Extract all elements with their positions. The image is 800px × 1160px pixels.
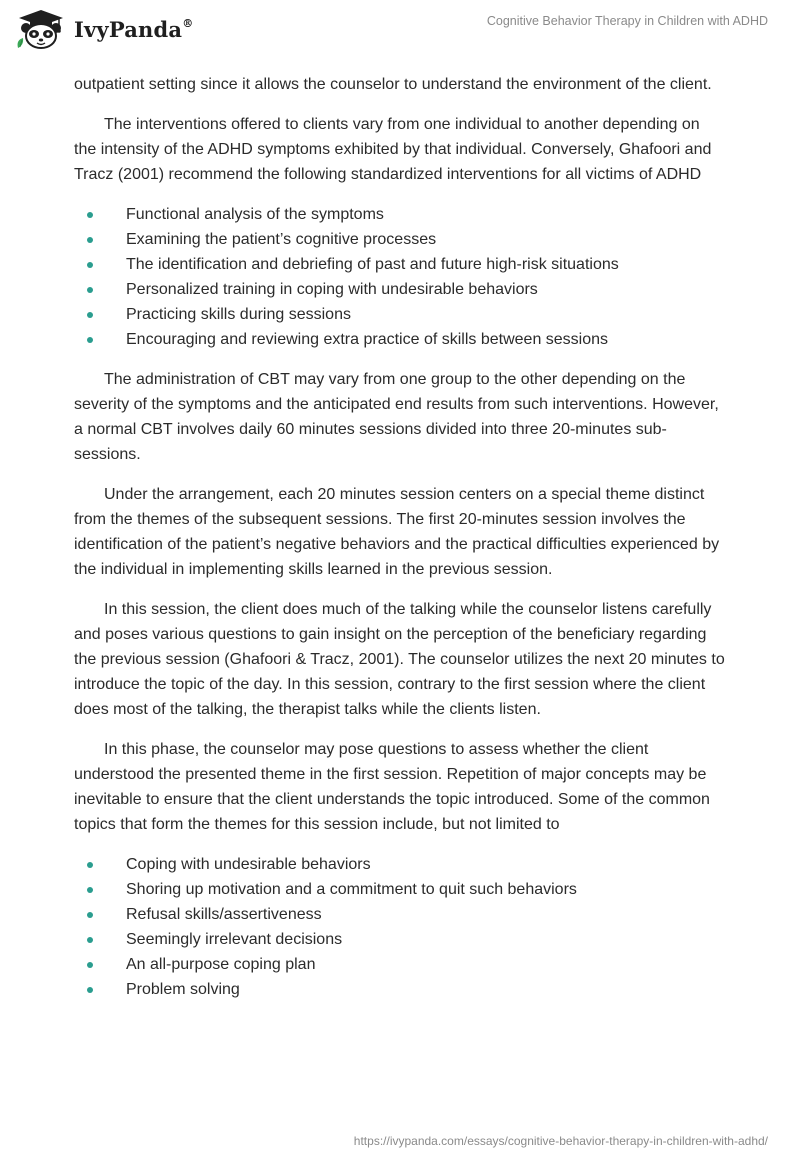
bullet-icon <box>87 987 93 993</box>
paragraph: In this phase, the counselor may pose questions to assess whether the client understood the presented theme in the first session. Repetition of major concepts may be inevitable to ensure that the client understands the topic introduced. Some of the common topics that form the themes for this session include, but not limited to <box>74 741 710 833</box>
paragraph: Under the arrangement, each 20 minutes session centers on a special theme distinct from the themes of the subsequent sessions. The first 20-minutes session involves the identification of the patient’s negative behaviors and the practical difficulties experienced by the individual in implementing skills learned in the previous session. <box>74 486 720 578</box>
list-item: Coping with undesirable behaviors <box>74 852 726 877</box>
bullet-icon <box>87 337 93 343</box>
list-item: Practicing skills during sessions <box>74 302 726 327</box>
panda-graduate-icon <box>14 8 68 50</box>
list-item: The identification and debriefing of past and future high-risk situations <box>74 252 726 277</box>
bullet-icon <box>87 287 93 293</box>
page-header <box>0 0 800 70</box>
paragraph: The interventions offered to clients vary from one individual to another depending on the intensity of the ADHD symptoms exhibited by that individual. Conversely, Ghafoori and Tracz (2001) recommend the following standardized interventions for all victims of ADHD <box>74 116 712 183</box>
bullet-icon <box>87 937 93 943</box>
bullet-icon <box>87 312 93 318</box>
list-item: Encouraging and reviewing extra practice of skills between sessions <box>74 327 726 352</box>
bullet-icon <box>87 912 93 918</box>
bullet-icon <box>87 962 93 968</box>
interventions-list <box>74 202 726 352</box>
paragraph: In this session, the client does much of the talking while the counselor listens carefully and poses various questions to gain insight on the perception of the beneficiary regarding the previous session (Ghafoori & Tracz, 2001). The counselor utilizes the next 20 minutes to introduce the topic of the day. In this session, contrary to the first session where the client does most of the talking, the therapist talks while the clients listen. <box>74 601 725 718</box>
list-item: Functional analysis of the symptoms <box>74 202 726 227</box>
list-item: Seemingly irrelevant decisions <box>74 927 726 952</box>
bullet-icon <box>87 262 93 268</box>
list-item: Personalized training in coping with undesirable behaviors <box>74 277 726 302</box>
list-item: Examining the patient’s cognitive processes <box>74 227 726 252</box>
source-url[interactable]: https://ivypanda.com/essays/cognitive-behavior-therapy-in-children-with-adhd/ <box>353 1134 768 1148</box>
list-item: Shoring up motivation and a commitment to quit such behaviors <box>74 877 726 902</box>
session-topics-list <box>74 852 726 1002</box>
list-item: An all-purpose coping plan <box>74 952 726 977</box>
bullet-icon <box>87 212 93 218</box>
list-item: Problem solving <box>74 977 726 1002</box>
paragraph: The administration of CBT may vary from one group to the other depending on the severity of the symptoms and the anticipated end results from such interventions. However, a normal CBT involves daily 60 minutes sessions divided into three 20-minutes sub-sessions. <box>74 371 719 463</box>
document-title: Cognitive Behavior Therapy in Children with ADHD <box>486 14 768 28</box>
paragraph: outpatient setting since it allows the counselor to understand the environment of the client. <box>74 76 712 93</box>
list-item: Refusal skills/assertiveness <box>74 902 726 927</box>
bullet-icon <box>87 862 93 868</box>
bullet-icon <box>87 237 93 243</box>
bullet-icon <box>87 887 93 893</box>
essay-body <box>74 72 726 1017</box>
brand-name: IvyPanda® <box>74 16 194 42</box>
brand-logo[interactable] <box>14 8 193 50</box>
